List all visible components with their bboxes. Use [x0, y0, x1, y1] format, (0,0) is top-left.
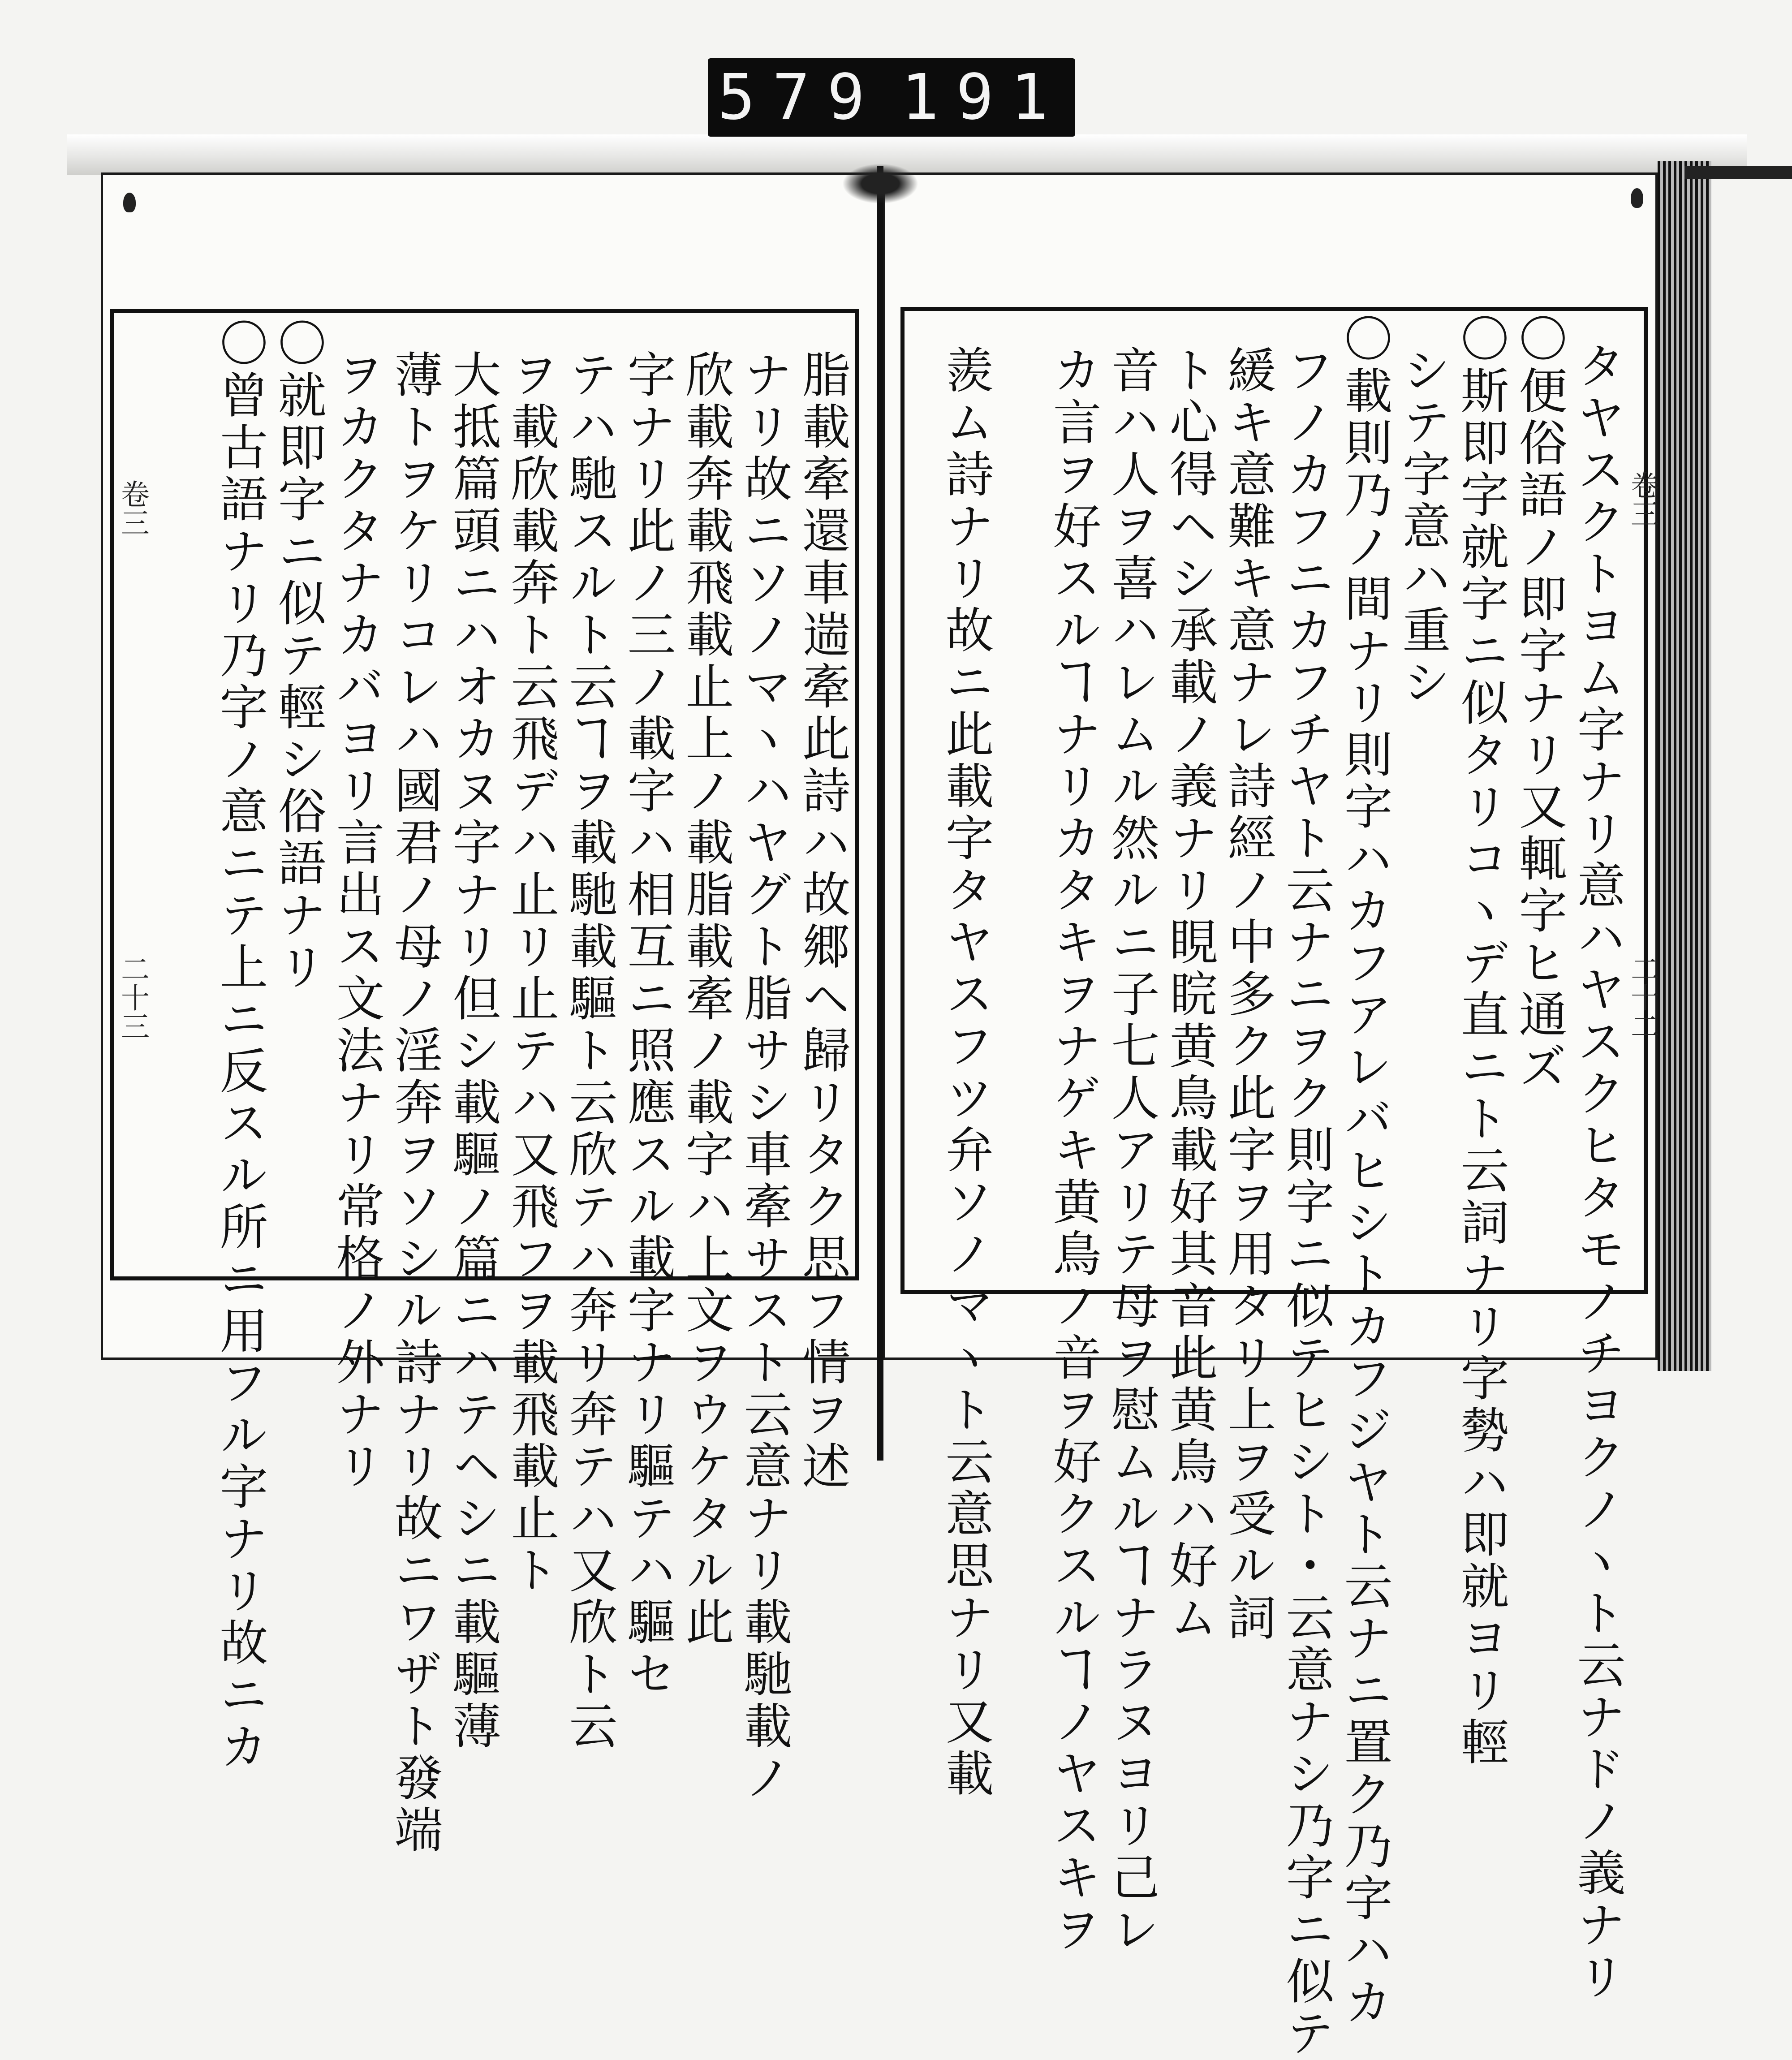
page-corner-mark [1631, 188, 1643, 208]
text-column: フノカフニカフチヤト云ナニヲク則字ニ似テヒシト・云意ナシ乃字ニ似テ [1278, 345, 1334, 2060]
text-column: 〇就即字ニ似テ輕シ俗語ナリ [270, 318, 326, 994]
book-edge-bar [1684, 166, 1792, 179]
text-column: シテ字意ハ重シ [1394, 345, 1450, 709]
book-edge [1658, 161, 1711, 1371]
text-column: ト心得ヘシ承載ノ義ナリ睍睆黄鳥載好其音此黄鳥ハ好ム [1161, 345, 1217, 1644]
text-column: ナリ故ニソノマヽハヤグト脂サシ車牽サスト云意ナリ載馳載ノ [736, 349, 792, 1805]
text-column: 字ナリ此ノ三ノ載字ハ相互ニ照應スル載字ナリ驅テハ驅セ [619, 349, 675, 1701]
left-folio-volume: 卷三 [116, 479, 149, 537]
page-corner-mark [123, 193, 136, 212]
label-right-number: 191 [901, 61, 1066, 134]
right-folio-number: 二十二 [1626, 954, 1659, 1040]
text-column: ヲカクタナカバヨリ言出ス文法ナリ常格ノ外ナリ [328, 349, 384, 1493]
label-left-number: 579 [717, 61, 882, 134]
text-column: 脂載牽還車遄牽此詩ハ故郷ヘ歸リタク思フ情ヲ述 [794, 349, 850, 1493]
catalog-label [708, 58, 1075, 137]
text-column: 〇便俗語ノ即字ナリ又輒字ヒ通ズ [1511, 314, 1567, 1093]
text-column: ヲ載欣載奔ト云飛デハ止リ止テハ又飛フヲ載飛載止ト [503, 349, 559, 1597]
text-column: 大抵篇頭ニハオカヌ字ナリ但シ載驅ノ篇ニハテヘシニ載驅薄 [444, 349, 500, 1753]
text-column: 〇斯即字就字ニ似タリコヽデ直ニト云詞ナリ字勢ハ即就ヨリ輕 [1452, 314, 1508, 1769]
text-column: タヤスクトヨム字ナリ意ハヤスクヒタモノチヨクノヽト云ナドノ義ナリ [1569, 340, 1625, 2004]
text-column: 薄トヲケリコレハ國君ノ母ノ淫奔ヲソシル詩ナリ故ニワザト發端 [386, 349, 442, 1857]
text-column: カ言ヲ好スルヿナリカタキヲナゲキ黄鳥ノ音ヲ好クスルヿノヤスキヲ [1045, 345, 1101, 1956]
binding-knot [842, 164, 918, 204]
text-column: 欣載奔載飛載止上ノ載脂載牽ノ載字ハ上文ヲウケタル此 [677, 349, 733, 1649]
text-column: 音ハ人ヲ喜ハレムル然ルニ子七人アリテ母ヲ慰ムルヿナラヌヨリ己レ [1103, 345, 1159, 1956]
left-folio-number: 二十三 [116, 954, 149, 1040]
text-column: 羨ム詩ナリ故ニ此載字タヤスフツ弁ソノマヽト云意思ナリ又載 [937, 345, 993, 1800]
text-column: 〇曾古語ナリ乃字ノ意ニテ上ニ反スル所ニ用フル字ナリ故ニカ [211, 318, 267, 1773]
text-column: 〇載則乃ノ間ナリ則字ハカフアレバヒシトカフジヤト云ナニ置ク乃字ハカ [1336, 314, 1392, 2029]
text-column: テハ馳スルト云ヿヲ載馳載驅ト云欣テハ奔リ奔テハ又欣ト云 [561, 349, 617, 1753]
binding-gutter [877, 166, 883, 1461]
text-column: 緩キ意難キ意ナレ詩經ノ中多ク此字ヲ用タリ上ヲ受ル詞 [1219, 345, 1275, 1644]
right-folio-volume: 卷三 [1626, 470, 1659, 528]
